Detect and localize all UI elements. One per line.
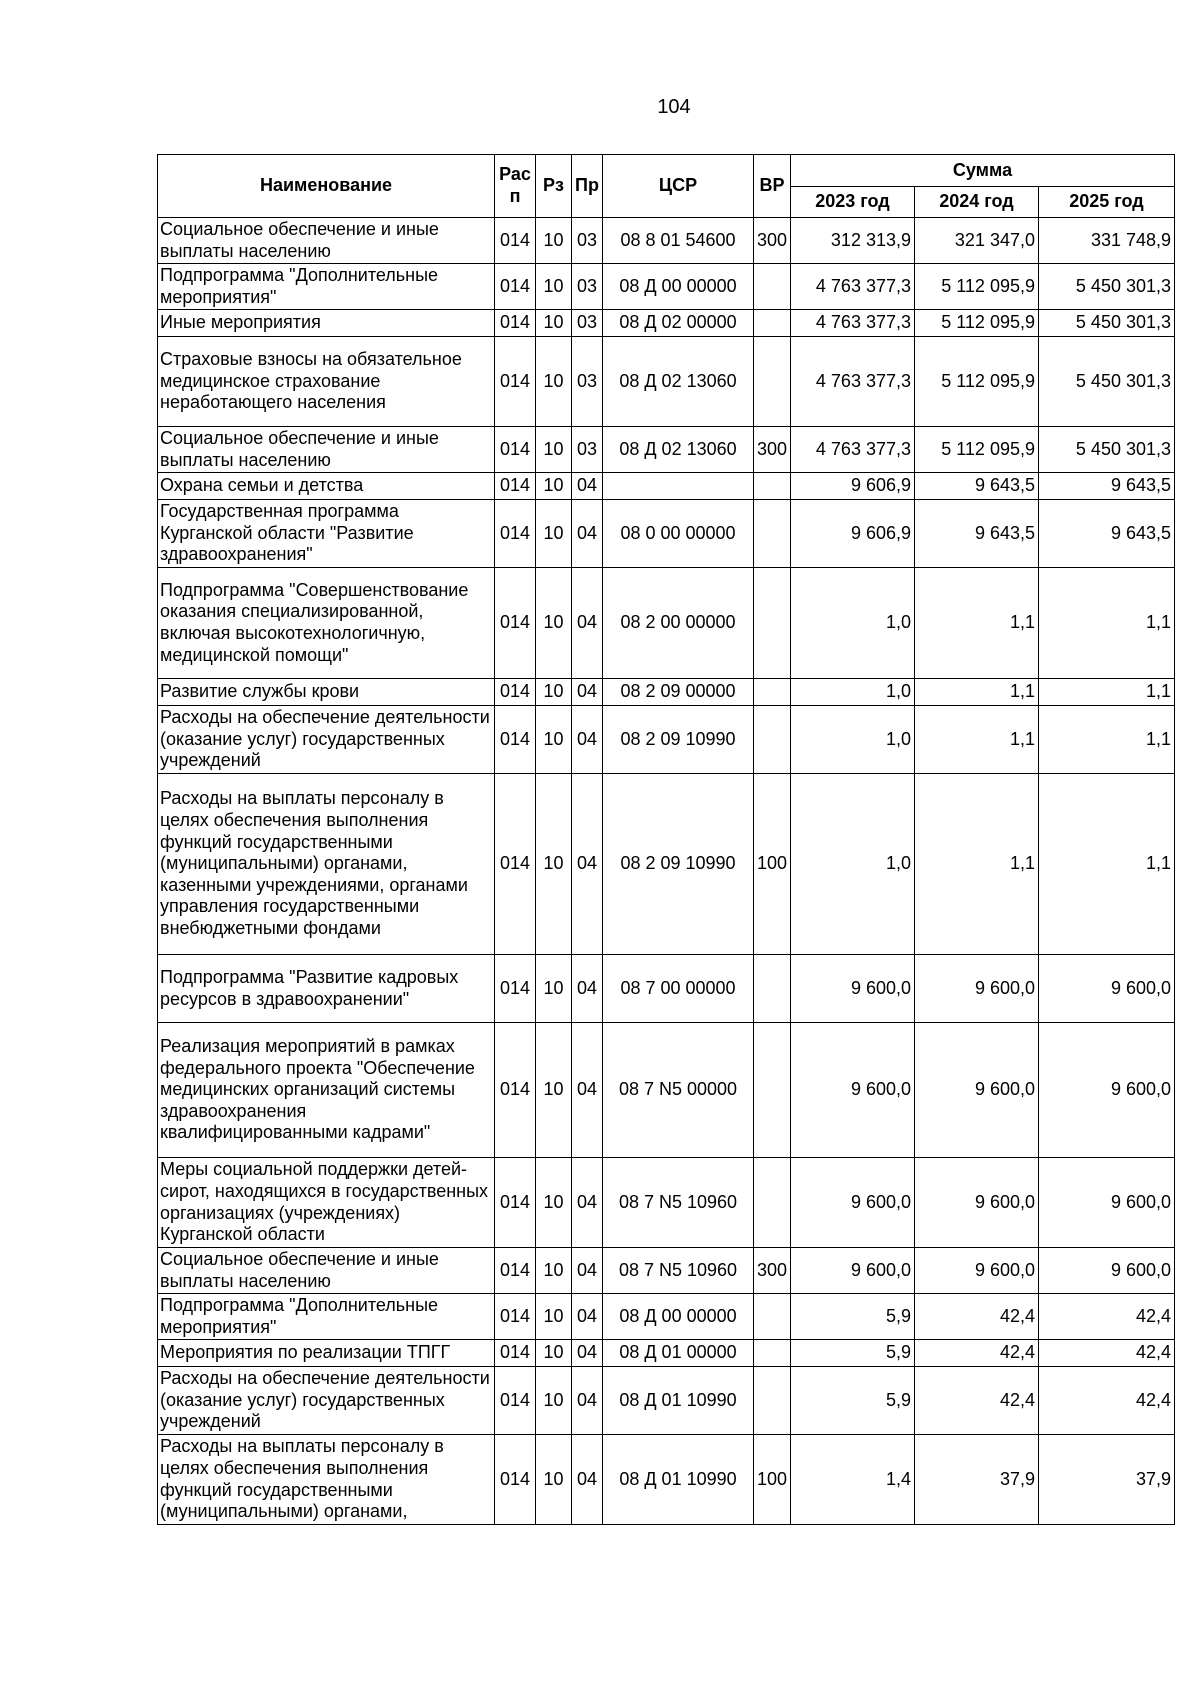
cell-y2025: 42,4 <box>1039 1367 1175 1435</box>
cell-csr: 08 Д 02 13060 <box>603 427 754 473</box>
cell-vr <box>754 1158 791 1248</box>
table-row <box>158 568 1175 679</box>
cell-rasp: 014 <box>495 1023 536 1158</box>
cell-y2023: 9 606,9 <box>791 500 915 568</box>
cell-vr: 300 <box>754 427 791 473</box>
cell-y2025: 5 450 301,3 <box>1039 264 1175 310</box>
cell-y2023: 9 606,9 <box>791 473 915 500</box>
cell-csr: 08 7 N5 00000 <box>603 1023 754 1158</box>
cell-y2023: 1,0 <box>791 774 915 955</box>
cell-rasp: 014 <box>495 774 536 955</box>
cell-csr: 08 Д 00 00000 <box>603 264 754 310</box>
cell-pr: 04 <box>572 679 603 706</box>
cell-pr: 04 <box>572 1294 603 1340</box>
cell-rz: 10 <box>536 1340 572 1367</box>
table-row <box>158 955 1175 1023</box>
cell-y2025: 1,1 <box>1039 706 1175 774</box>
cell-y2023: 5,9 <box>791 1367 915 1435</box>
header-pr: Пр <box>572 155 603 218</box>
cell-vr <box>754 310 791 337</box>
cell-name: Социальное обеспечение и иные выплаты населению <box>158 218 495 264</box>
cell-vr <box>754 1367 791 1435</box>
cell-rz: 10 <box>536 337 572 427</box>
cell-rasp: 014 <box>495 1248 536 1294</box>
header-row <box>158 155 1175 187</box>
page-number: 104 <box>657 96 691 118</box>
cell-csr: 08 Д 01 00000 <box>603 1340 754 1367</box>
header-name: Наименование <box>158 155 495 218</box>
cell-name: Расходы на обеспечение деятельности (оказание услуг) государственных учреждений <box>158 706 495 774</box>
cell-y2023: 4 763 377,3 <box>791 337 915 427</box>
cell-y2024: 1,1 <box>915 679 1039 706</box>
cell-y2024: 1,1 <box>915 706 1039 774</box>
cell-name: Развитие службы крови <box>158 679 495 706</box>
cell-y2025: 1,1 <box>1039 679 1175 706</box>
cell-pr: 04 <box>572 1023 603 1158</box>
table-row <box>158 310 1175 337</box>
header-rz: Рз <box>536 155 572 218</box>
cell-name: Страховые взносы на обязательное медицинское страхование неработающего населения <box>158 337 495 427</box>
cell-pr: 03 <box>572 264 603 310</box>
cell-y2025: 42,4 <box>1039 1294 1175 1340</box>
cell-y2024: 9 643,5 <box>915 473 1039 500</box>
cell-pr: 04 <box>572 1367 603 1435</box>
cell-y2023: 9 600,0 <box>791 1248 915 1294</box>
cell-csr: 08 Д 00 00000 <box>603 1294 754 1340</box>
header-rasp: Рас п <box>495 155 536 218</box>
cell-y2024: 321 347,0 <box>915 218 1039 264</box>
cell-rasp: 014 <box>495 427 536 473</box>
cell-y2023: 1,0 <box>791 568 915 679</box>
header-2023: 2023 год <box>791 187 915 218</box>
cell-vr: 100 <box>754 774 791 955</box>
cell-y2023: 1,0 <box>791 679 915 706</box>
cell-y2023: 4 763 377,3 <box>791 264 915 310</box>
cell-name: Подпрограмма "Дополнительные мероприятия" <box>158 264 495 310</box>
cell-y2023: 312 313,9 <box>791 218 915 264</box>
cell-pr: 04 <box>572 706 603 774</box>
table-body <box>158 218 1175 1525</box>
header-csr: ЦСР <box>603 155 754 218</box>
cell-csr: 08 2 09 00000 <box>603 679 754 706</box>
cell-y2023: 9 600,0 <box>791 1158 915 1248</box>
cell-y2024: 1,1 <box>915 774 1039 955</box>
cell-rasp: 014 <box>495 473 536 500</box>
cell-y2023: 4 763 377,3 <box>791 310 915 337</box>
cell-rasp: 014 <box>495 706 536 774</box>
cell-name: Социальное обеспечение и иные выплаты населению <box>158 427 495 473</box>
cell-y2023: 5,9 <box>791 1340 915 1367</box>
cell-name: Государственная программа Курганской области "Развитие здравоохранения" <box>158 500 495 568</box>
cell-y2024: 9 643,5 <box>915 500 1039 568</box>
header-2024: 2024 год <box>915 187 1039 218</box>
cell-y2025: 1,1 <box>1039 774 1175 955</box>
table-row <box>158 1158 1175 1248</box>
cell-rasp: 014 <box>495 1435 536 1525</box>
cell-y2024: 9 600,0 <box>915 1158 1039 1248</box>
cell-y2025: 331 748,9 <box>1039 218 1175 264</box>
cell-name: Подпрограмма "Развитие кадровых ресурсов в здравоохранении" <box>158 955 495 1023</box>
cell-y2024: 1,1 <box>915 568 1039 679</box>
cell-y2025: 5 450 301,3 <box>1039 310 1175 337</box>
cell-y2025: 9 600,0 <box>1039 1158 1175 1248</box>
cell-rz: 10 <box>536 1248 572 1294</box>
cell-y2025: 9 600,0 <box>1039 1248 1175 1294</box>
header-vr: ВР <box>754 155 791 218</box>
cell-pr: 04 <box>572 774 603 955</box>
cell-vr <box>754 473 791 500</box>
cell-y2025: 5 450 301,3 <box>1039 427 1175 473</box>
cell-y2025: 5 450 301,3 <box>1039 337 1175 427</box>
cell-vr: 300 <box>754 218 791 264</box>
cell-csr: 08 8 01 54600 <box>603 218 754 264</box>
cell-y2023: 9 600,0 <box>791 1023 915 1158</box>
cell-vr <box>754 337 791 427</box>
cell-csr <box>603 473 754 500</box>
cell-csr: 08 7 00 00000 <box>603 955 754 1023</box>
cell-pr: 04 <box>572 955 603 1023</box>
cell-pr: 04 <box>572 473 603 500</box>
cell-vr <box>754 706 791 774</box>
cell-vr <box>754 500 791 568</box>
cell-y2023: 1,4 <box>791 1435 915 1525</box>
cell-y2024: 42,4 <box>915 1294 1039 1340</box>
cell-vr <box>754 955 791 1023</box>
cell-y2025: 37,9 <box>1039 1435 1175 1525</box>
cell-csr: 08 7 N5 10960 <box>603 1248 754 1294</box>
cell-y2025: 1,1 <box>1039 568 1175 679</box>
cell-y2023: 5,9 <box>791 1294 915 1340</box>
cell-name: Подпрограмма "Дополнительные мероприятия" <box>158 1294 495 1340</box>
cell-name: Иные мероприятия <box>158 310 495 337</box>
cell-csr: 08 2 09 10990 <box>603 774 754 955</box>
table-row <box>158 1367 1175 1435</box>
cell-csr: 08 2 09 10990 <box>603 706 754 774</box>
cell-rasp: 014 <box>495 679 536 706</box>
cell-pr: 04 <box>572 500 603 568</box>
cell-rz: 10 <box>536 774 572 955</box>
cell-pr: 04 <box>572 1340 603 1367</box>
cell-rz: 10 <box>536 264 572 310</box>
cell-rz: 10 <box>536 427 572 473</box>
table-row <box>158 1294 1175 1340</box>
cell-csr: 08 Д 01 10990 <box>603 1367 754 1435</box>
header-sum: Сумма <box>791 155 1175 187</box>
cell-csr: 08 Д 02 13060 <box>603 337 754 427</box>
cell-vr <box>754 1294 791 1340</box>
cell-y2025: 9 643,5 <box>1039 500 1175 568</box>
table-row <box>158 1435 1175 1525</box>
cell-vr <box>754 1340 791 1367</box>
cell-rz: 10 <box>536 955 572 1023</box>
cell-y2024: 5 112 095,9 <box>915 310 1039 337</box>
table-row <box>158 774 1175 955</box>
cell-y2025: 9 600,0 <box>1039 1023 1175 1158</box>
cell-y2024: 5 112 095,9 <box>915 427 1039 473</box>
cell-csr: 08 Д 02 00000 <box>603 310 754 337</box>
cell-name: Охрана семьи и детства <box>158 473 495 500</box>
cell-y2024: 5 112 095,9 <box>915 337 1039 427</box>
cell-pr: 04 <box>572 1158 603 1248</box>
table-row <box>158 473 1175 500</box>
cell-csr: 08 2 00 00000 <box>603 568 754 679</box>
cell-rasp: 014 <box>495 264 536 310</box>
table-row <box>158 1023 1175 1158</box>
cell-y2024: 37,9 <box>915 1435 1039 1525</box>
cell-rasp: 014 <box>495 337 536 427</box>
cell-y2024: 5 112 095,9 <box>915 264 1039 310</box>
cell-y2023: 9 600,0 <box>791 955 915 1023</box>
cell-rasp: 014 <box>495 955 536 1023</box>
cell-y2024: 9 600,0 <box>915 1248 1039 1294</box>
cell-rz: 10 <box>536 1023 572 1158</box>
cell-rasp: 014 <box>495 1340 536 1367</box>
cell-y2024: 42,4 <box>915 1340 1039 1367</box>
cell-rz: 10 <box>536 1435 572 1525</box>
cell-pr: 03 <box>572 427 603 473</box>
cell-name: Мероприятия по реализации ТПГГ <box>158 1340 495 1367</box>
cell-vr <box>754 1023 791 1158</box>
cell-vr <box>754 568 791 679</box>
cell-rz: 10 <box>536 568 572 679</box>
cell-rasp: 014 <box>495 500 536 568</box>
cell-name: Подпрограмма "Совершенствование оказания специализированной, включая высокотехнологичную, медицинской помощи" <box>158 568 495 679</box>
cell-rasp: 014 <box>495 218 536 264</box>
cell-y2025: 42,4 <box>1039 1340 1175 1367</box>
table-row <box>158 1248 1175 1294</box>
cell-name: Социальное обеспечение и иные выплаты населению <box>158 1248 495 1294</box>
cell-rz: 10 <box>536 706 572 774</box>
cell-y2023: 1,0 <box>791 706 915 774</box>
cell-rz: 10 <box>536 1294 572 1340</box>
cell-pr: 03 <box>572 310 603 337</box>
cell-vr: 300 <box>754 1248 791 1294</box>
cell-name: Меры социальной поддержки детей-сирот, находящихся в государственных организациях (учреждениях) Курганской области <box>158 1158 495 1248</box>
cell-rasp: 014 <box>495 568 536 679</box>
table-row <box>158 264 1175 310</box>
cell-y2024: 9 600,0 <box>915 955 1039 1023</box>
cell-rz: 10 <box>536 310 572 337</box>
cell-pr: 03 <box>572 337 603 427</box>
cell-vr: 100 <box>754 1435 791 1525</box>
header-2025: 2025 год <box>1039 187 1175 218</box>
cell-y2023: 4 763 377,3 <box>791 427 915 473</box>
cell-name: Расходы на выплаты персоналу в целях обеспечения выполнения функций государственными (муниципальными) органами, <box>158 1435 495 1525</box>
cell-pr: 03 <box>572 218 603 264</box>
cell-y2025: 9 600,0 <box>1039 955 1175 1023</box>
cell-rz: 10 <box>536 473 572 500</box>
cell-csr: 08 0 00 00000 <box>603 500 754 568</box>
table-row <box>158 1340 1175 1367</box>
cell-rz: 10 <box>536 218 572 264</box>
cell-pr: 04 <box>572 1248 603 1294</box>
budget-table <box>157 154 1175 1525</box>
table-row <box>158 679 1175 706</box>
cell-rz: 10 <box>536 679 572 706</box>
cell-rz: 10 <box>536 1367 572 1435</box>
cell-y2025: 9 643,5 <box>1039 473 1175 500</box>
cell-pr: 04 <box>572 1435 603 1525</box>
cell-rasp: 014 <box>495 310 536 337</box>
table-row <box>158 218 1175 264</box>
cell-pr: 04 <box>572 568 603 679</box>
cell-name: Реализация мероприятий в рамках федерального проекта "Обеспечение медицинских организаций системы здравоохранения квалифицированными кадрами" <box>158 1023 495 1158</box>
cell-vr <box>754 264 791 310</box>
cell-y2024: 9 600,0 <box>915 1023 1039 1158</box>
cell-rasp: 014 <box>495 1158 536 1248</box>
cell-rz: 10 <box>536 1158 572 1248</box>
cell-rasp: 014 <box>495 1294 536 1340</box>
cell-csr: 08 Д 01 10990 <box>603 1435 754 1525</box>
table-row <box>158 706 1175 774</box>
cell-vr <box>754 679 791 706</box>
cell-name: Расходы на выплаты персоналу в целях обеспечения выполнения функций государственными (муниципальными) органами, казенными учреждениями, органами управления государственными внебюджетными фондами <box>158 774 495 955</box>
table-row <box>158 337 1175 427</box>
cell-y2024: 42,4 <box>915 1367 1039 1435</box>
cell-rz: 10 <box>536 500 572 568</box>
cell-csr: 08 7 N5 10960 <box>603 1158 754 1248</box>
table-row <box>158 427 1175 473</box>
table-row <box>158 500 1175 568</box>
cell-rasp: 014 <box>495 1367 536 1435</box>
cell-name: Расходы на обеспечение деятельности (оказание услуг) государственных учреждений <box>158 1367 495 1435</box>
